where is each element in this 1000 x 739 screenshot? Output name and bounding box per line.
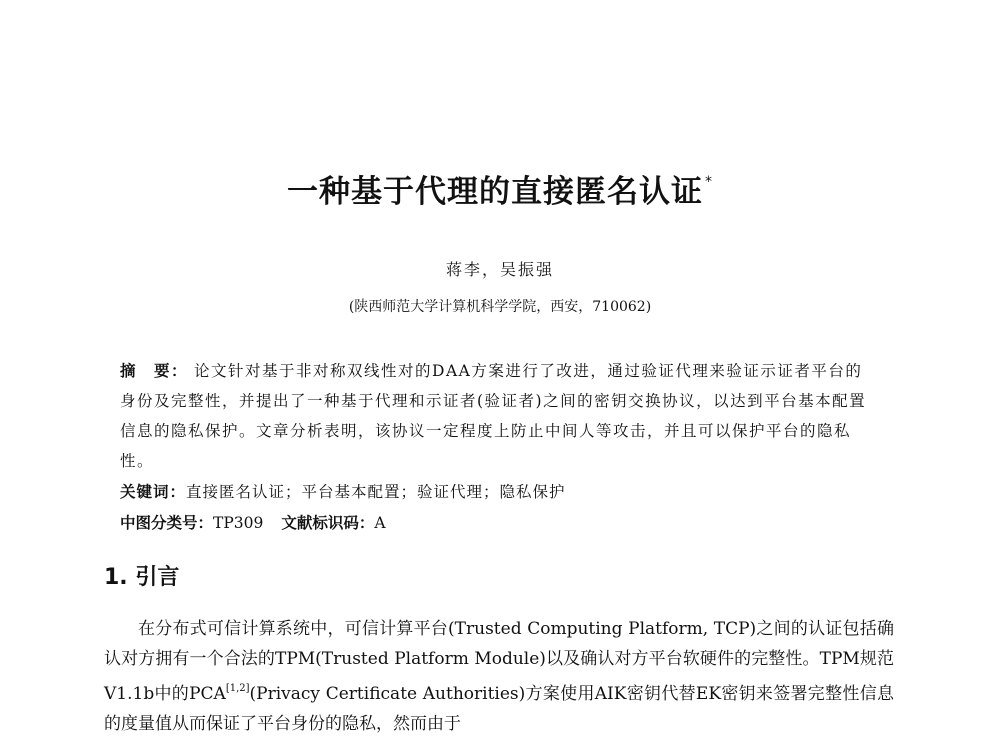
abstract xyxy=(120,356,876,476)
paper-title-text: 一种基于代理的直接匿名认证 xyxy=(287,174,703,210)
body-paragraph xyxy=(104,614,894,739)
doc-code-value: A xyxy=(374,514,386,532)
authors: 蒋李，吴振强 xyxy=(445,260,554,279)
clc-label: 中图分类号： xyxy=(120,514,214,532)
citation-ref: [1,2] xyxy=(225,683,250,694)
doc-code-label: 文献标识码： xyxy=(281,514,375,532)
paper-title xyxy=(0,166,1000,211)
abstract-label: 摘 要： xyxy=(120,362,189,380)
section-title: 引言 xyxy=(135,565,180,590)
body-text xyxy=(104,614,894,739)
body-text-part2: (Privacy Certificate Authorities)方案使用AIK密钥代替EK密钥来签署完整性信息的度量值从而保证了平台身份的隐私，然而由于 xyxy=(104,684,894,734)
keywords-text: 直接匿名认证；平台基本配置；验证代理；隐私保护 xyxy=(186,483,566,501)
section-heading xyxy=(104,560,179,591)
keywords-label: 关键词： xyxy=(120,483,187,501)
title-footnote-mark: * xyxy=(705,174,713,190)
body-text-part1: 在分布式可信计算系统中，可信计算平台(Trusted Computing Platform, TCP)之间的认证包括确认对方拥有一个合法的TPM(Trusted Platform Module)以及确认对方平台软硬件的完整性。TPM规范V1.1b中的PCA xyxy=(104,619,894,704)
abstract-text: 论文针对基于非对称双线性对的DAA方案进行了改进，通过验证代理来验证示证者平台的身份及完整性，并提出了一种基于代理和示证者(验证者)之间的密钥交换协议，以达到平台基本配置信息的隐私保护。文章分析表明，该协议一定程度上防止中间人等攻击，并且可以保护平台的隐私性。 xyxy=(120,362,867,470)
section-number: 1. xyxy=(104,565,128,590)
keywords xyxy=(120,480,566,502)
classification xyxy=(120,511,386,533)
affiliation: (陕西师范大学计算机科学学院，西安，710062) xyxy=(348,299,652,315)
clc-value: TP309 xyxy=(213,514,264,532)
